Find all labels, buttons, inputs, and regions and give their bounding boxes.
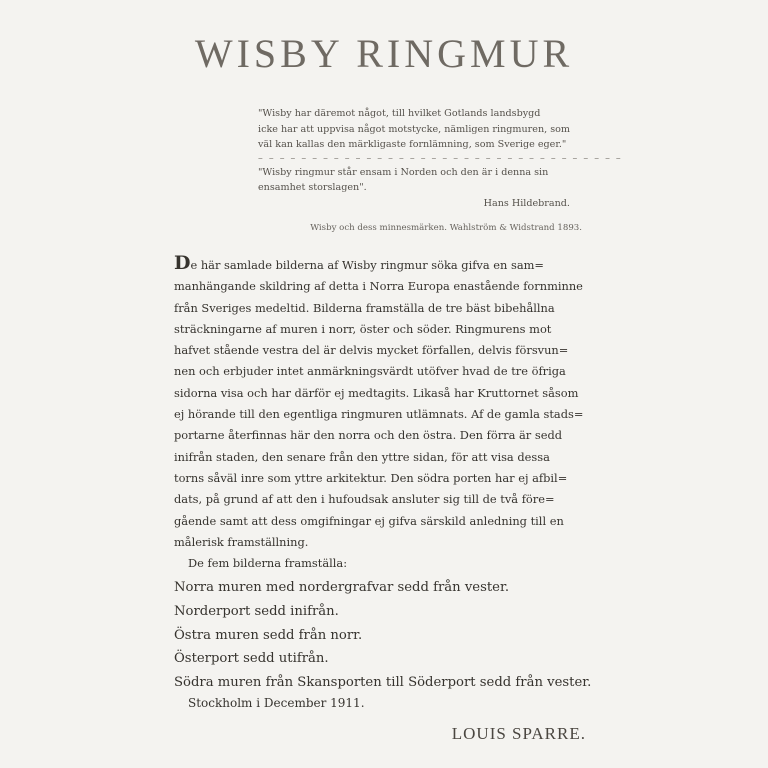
quote-source: Wisby och dess minnesmärken. Wahlström & Widstrand 1893. <box>310 223 582 233</box>
paragraph-line: ej hörande till den egentliga ringmuren utlämnats. Af de gamla stads= <box>174 407 584 422</box>
quote1-line: väl kan kallas den märkligaste fornlämning, som Sverige eger." <box>258 139 567 150</box>
paragraph-line: manhängande skildring af detta i Norra Europa enastående fornminne <box>174 279 583 294</box>
paragraph-line: från Sveriges medeltid. Bilderna framställa de tre bäst bibehållna <box>174 300 555 315</box>
paragraph-line: målerisk framställning. <box>174 534 309 549</box>
quote1-line: "Wisby har däremot något, till hvilket Gotlands landsbygd <box>258 108 541 119</box>
paragraph-line: nen och erbjuder intet anmärkningsvärdt utöfver hvad de tre öfriga <box>174 364 566 379</box>
paragraph-line: hafvet stående vestra del är delvis mycket förfallen, delvis försvun= <box>174 343 569 358</box>
quote2-line: ensamhet storslagen". <box>258 182 367 193</box>
quote1-line: icke har att uppvisa något motstycke, nämligen ringmuren, som <box>258 123 571 135</box>
paragraph-line: gående samt att dess omgifningar ej gifva särskild anledning till en <box>174 513 564 528</box>
list-item: Östra muren sedd från norr. <box>174 627 363 643</box>
drop-cap: D <box>174 252 191 274</box>
paragraph-line: portarne återfinnas här den norra och den östra. Den förra är sedd <box>174 428 563 443</box>
paragraph-line: sidorna visa och har därför ej medtagits. Likaså har Kruttornet såsom <box>174 385 579 400</box>
quote2-line: "Wisby ringmur står ensam i Norden och den är i denna sin <box>258 166 549 178</box>
quote-separator: – – – – – – – – – – – – – – – – – – – – – – – – – – – – – – – – – – <box>258 152 623 164</box>
body-paragraph <box>174 254 588 574</box>
list-item: Österport sedd utifrån. <box>174 651 329 667</box>
place-date: Stockholm i December 1911. <box>188 696 365 710</box>
page-title: WISBY RINGMUR <box>194 31 574 76</box>
paragraph-line <box>174 254 588 276</box>
quote-signature: Hans Hildebrand. <box>483 197 570 209</box>
list-item: Södra muren från Skansporten till Söderport sedd från vester. <box>174 675 592 691</box>
list-item: Norderport sedd inifrån. <box>174 603 339 619</box>
paragraph-line: dats, på grund af att den i hufoudsak ansluter sig till de två före= <box>174 492 555 507</box>
pictures-intro: De fem bilderna framställa: <box>188 556 348 571</box>
pictures-list <box>174 576 594 695</box>
list-item: Norra muren med nordergrafvar sedd från vester. <box>174 580 510 595</box>
paragraph-line: torns såväl inre som yttre arkitektur. Den södra porten har ej afbil= <box>174 470 568 485</box>
author-signature: LOUIS SPARRE. <box>451 724 586 743</box>
paragraph-line: inifrån staden, den senare från den yttre sidan, för att visa dessa <box>174 449 550 464</box>
paragraph-line-text: e här samlade bilderna af Wisby ringmur söka gifva en sam= <box>190 258 544 272</box>
paragraph-line: sträckningarne af muren i norr, öster och söder. Ringmurens mot <box>174 321 552 336</box>
epigraph <box>258 106 623 235</box>
